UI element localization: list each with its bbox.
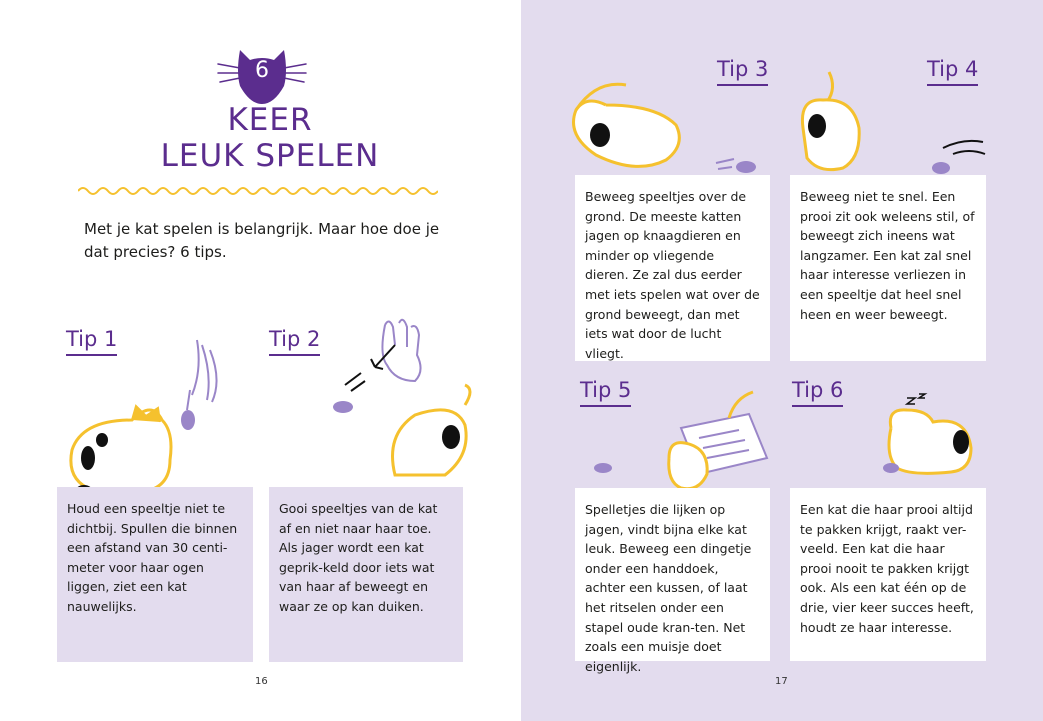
tip-2-heading: Tip 2 — [269, 327, 320, 356]
tip-2-text: Gooi speeltjes van de kat af en niet naar haar toe. Als jager wordt een kat geprik-keld door iets wat van haar af beweegt en waar ze op kan duiken. — [279, 501, 438, 614]
tip-1-box — [57, 487, 253, 662]
cat-with-toy-illustration-1 — [62, 340, 252, 500]
badge-number: 6 — [255, 58, 269, 83]
tip-5-text: Spelletjes die lijken op jagen, vindt bijna elke kat leuk. Beweeg een dingetje onder een handdoek, achter een kussen, of laat het ritselen onder een stapel oude kran-ten. Net zoals een muisje doet eigenlijk. — [585, 502, 752, 674]
left-page — [0, 0, 521, 721]
tip-6-box — [790, 488, 986, 661]
right-page — [521, 0, 1043, 721]
sleeping-cat-icon — [871, 388, 981, 488]
cat-with-newspaper-illustration — [589, 388, 779, 498]
page-title-line2: LEUK SPELEN — [160, 138, 380, 174]
tip-5-box — [575, 488, 770, 674]
tip-3-box — [575, 175, 770, 361]
tip-4-heading: Tip 4 — [927, 57, 978, 86]
cat-crouching-illustration — [566, 75, 756, 180]
tip-1-text: Houd een speeltje niet te dichtbij. Spullen die binnen een afstand van 30 centi-meter voor haar ogen liggen, ziet een kat nauwelijks. — [67, 501, 238, 614]
tip-6-heading: Tip 6 — [792, 378, 843, 407]
page-number-right: 17 — [775, 676, 788, 687]
wave-divider — [78, 184, 438, 198]
intro-text: Met je kat spelen is belangrijk. Maar hoe doe je dat precies? 6 tips. — [84, 220, 440, 261]
tip-2-box — [269, 487, 463, 662]
tip-1-heading: Tip 1 — [66, 327, 117, 356]
tip-5-heading: Tip 5 — [580, 378, 631, 407]
cat-sitting-illustration — [793, 68, 993, 186]
tip-4-box — [790, 175, 986, 361]
page-title-line1: KEER — [227, 102, 313, 138]
tip-4-text: Beweeg niet te snel. Een prooi zit ook weleens stil, of beweegt zich ineens wat langzamer. Een kat zal snel haar interesse verliezen in een speeltje dat heel snel heen en weer beweegt. — [800, 189, 975, 322]
tip-3-text: Beweeg speeltjes over de grond. De meeste katten jagen op knaagdieren en minder op vliegende dieren. Ze zal dus eerder met iets spelen wat over de grond beweegt, dan met iets wat door de lucht vliegt. — [585, 189, 760, 361]
tip-3-heading: Tip 3 — [717, 57, 768, 86]
page-number-left: 16 — [255, 676, 268, 687]
tip-6-text: Een kat die haar prooi altijd te pakken krijgt, raakt ver-veeld. Een kat die haar prooi nooit te pakken krijgt ook. Als een kat één op de drie, vier keer succes heeft, houdt ze haar interesse. — [800, 502, 974, 635]
hand-throwing-toy-illustration — [325, 315, 475, 495]
